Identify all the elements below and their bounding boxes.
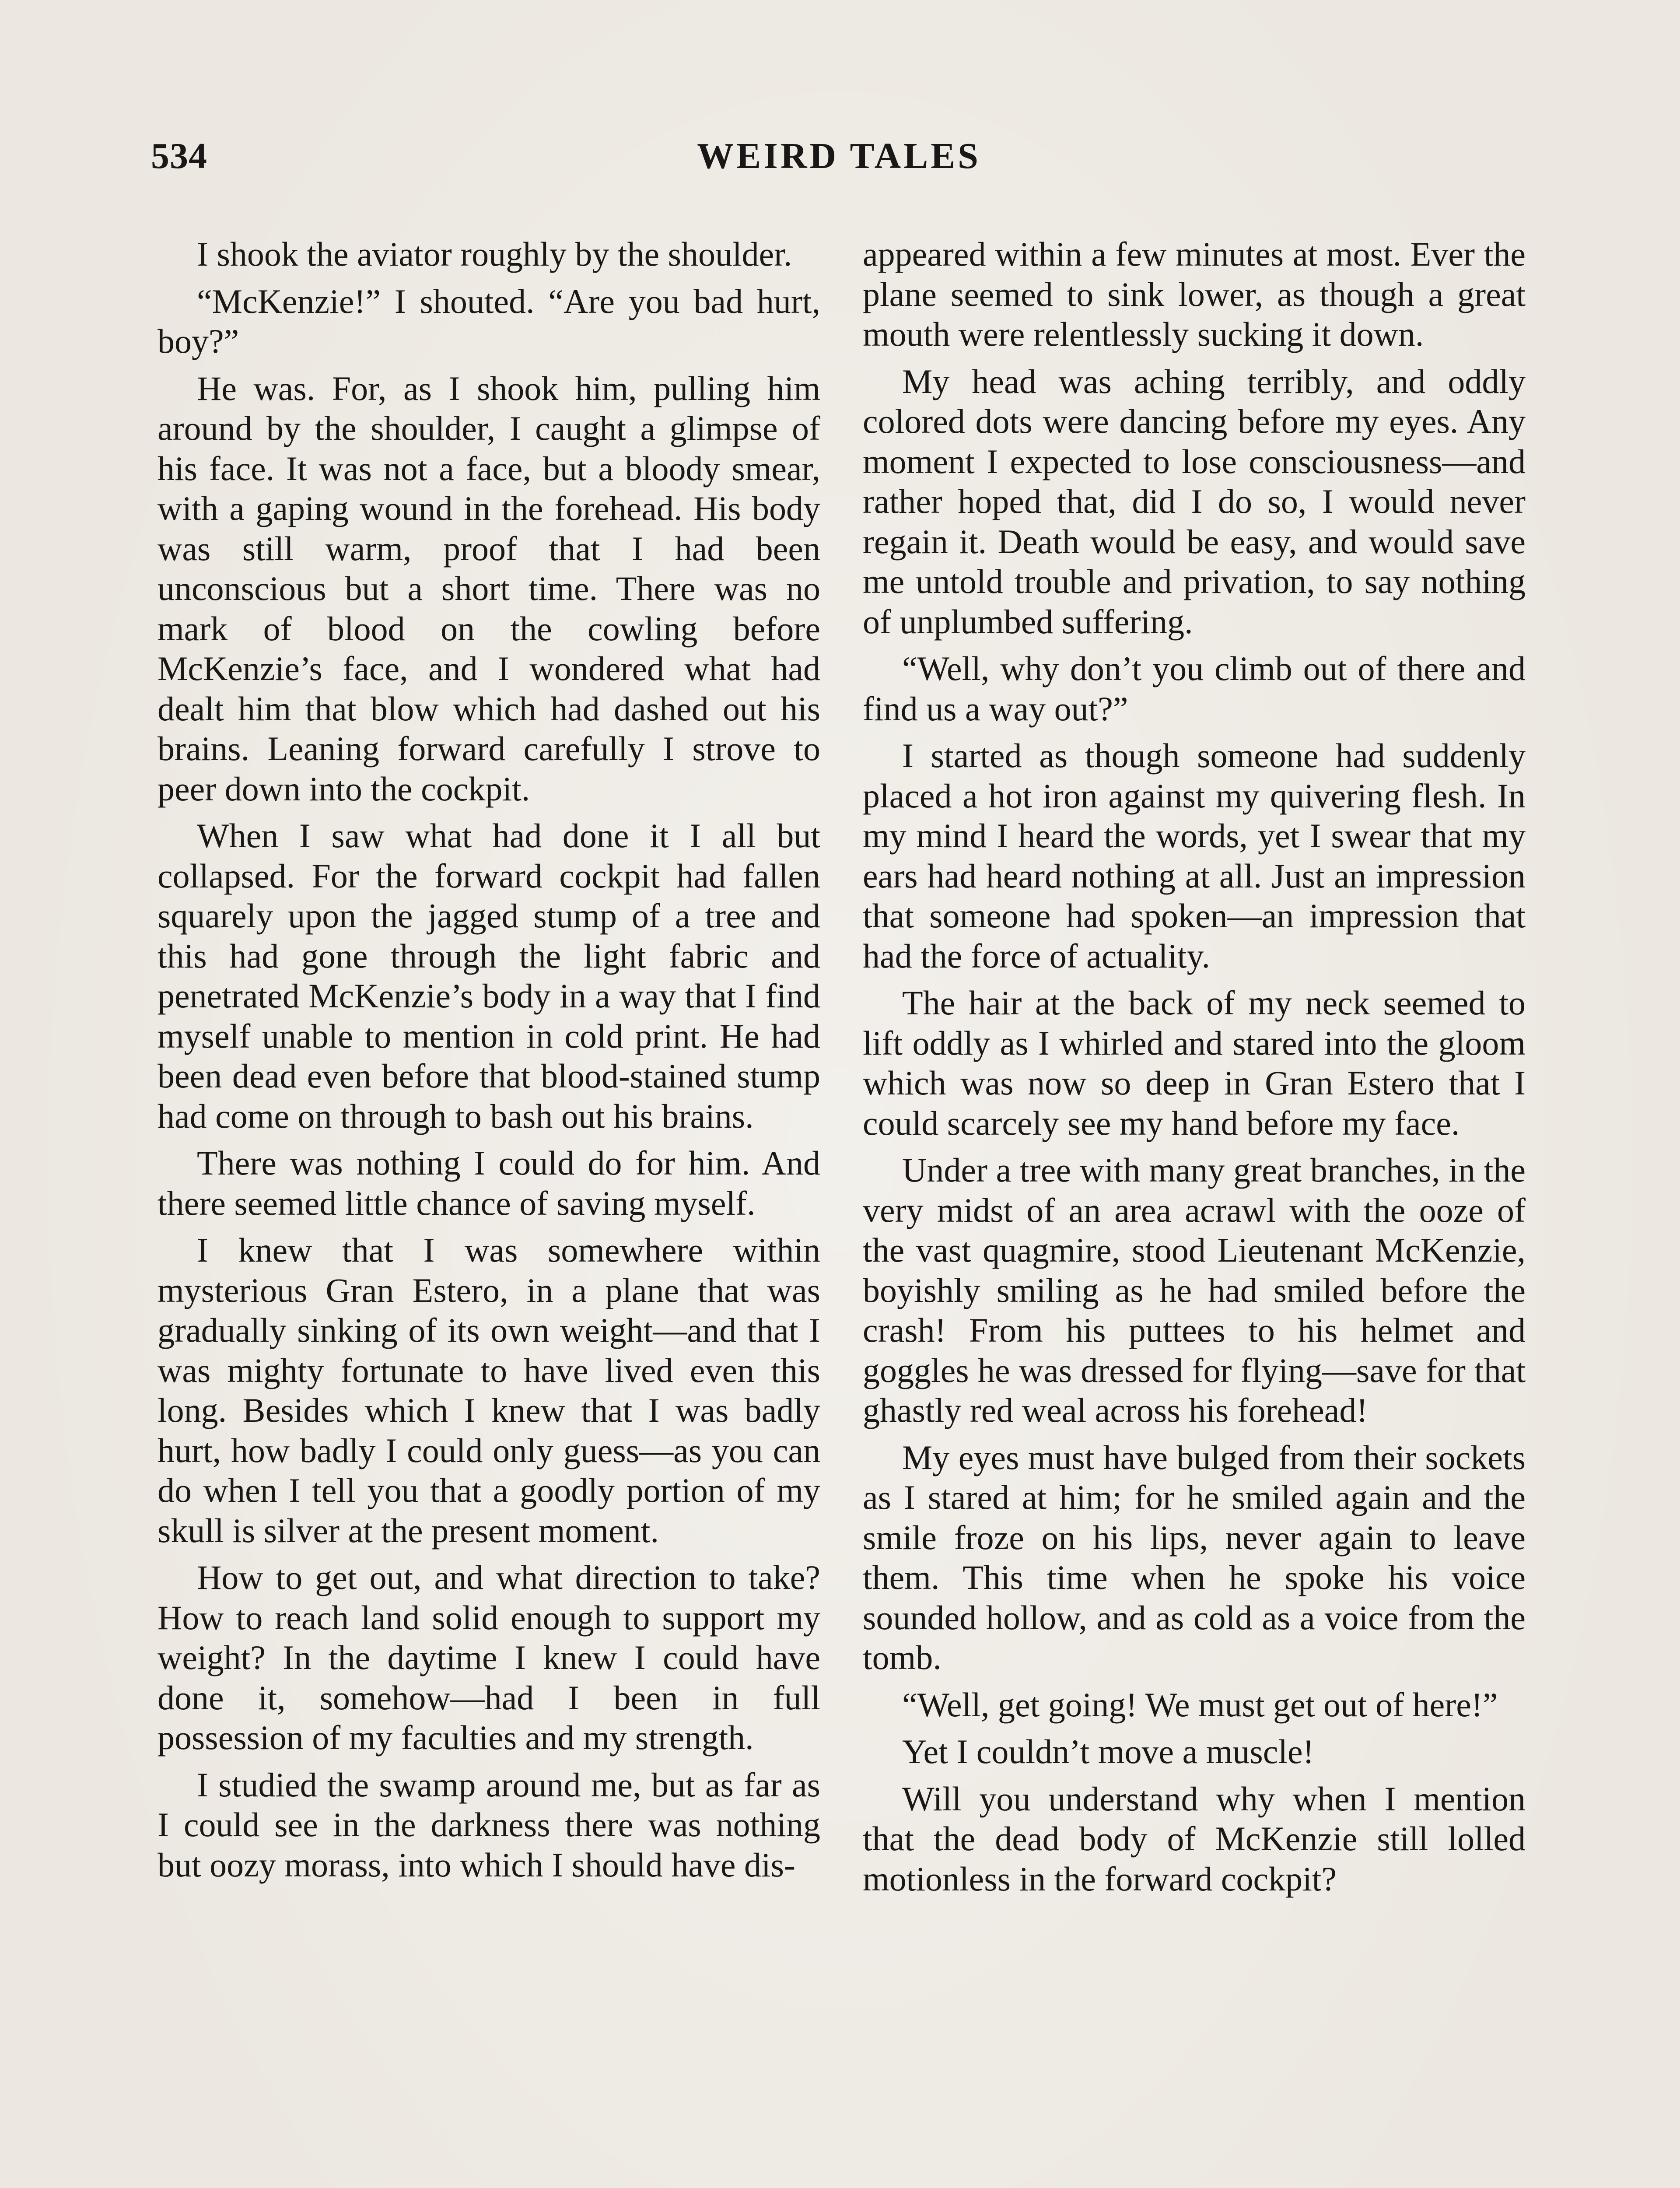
paragraph: I shook the aviator roughly by the shoulder. — [197, 235, 792, 273]
paragraph: He was. For, as I shook him, pulling him around by the shoulder, I caught a glimpse of his face. It was not a face, but a bloody smear, with a gaping wound in the forehead. His body was still warm, proof that I had been unconscious but a short time. There was no mark of blood on the cowling before McKenzie’s face, and I wondered what had dealt him that blow which had dashed out his brains. Leaning forward carefully I strove to peer down into the cockpit. — [158, 369, 820, 808]
magazine-title: WEIRD TALES — [697, 136, 981, 176]
paragraph: I studied the swamp around me, but as far as I could see in the darkness there was nothing but oozy morass, into which I should have dis- — [158, 1765, 820, 1884]
right-text-column — [863, 234, 1526, 1906]
paragraph: Yet I couldn’t move a muscle! — [902, 1732, 1314, 1771]
paragraph: “Well, get going! We must get out of here!” — [902, 1685, 1498, 1724]
paragraph: My head was aching terribly, and oddly colored dots were dancing before my eyes. Any moment I expected to lose consciousness—and rather hoped that, did I do so, I would never regain it. Death would be easy, and would save me untold trouble and privation, to say nothing of unplumbed suffering. — [863, 362, 1526, 641]
paragraph-continuation: appeared within a few minutes at most. Ever the plane seemed to sink lower, as though a great mouth were relentlessly sucking it down. — [863, 235, 1526, 353]
paragraph: How to get out, and what direction to take? How to reach land solid enough to support my weight? In the daytime I knew I could have done it, somehow—had I been in full possession of my faculties and my strength. — [158, 1558, 820, 1757]
page-number: 534 — [151, 136, 207, 176]
paragraph: When I saw what had done it I all but collapsed. For the forward cockpit had fallen squarely upon the jagged stump of a tree and this had gone through the light fabric and penetrated McKenzie’s body in a way that I find myself unable to mention in cold print. He had been dead even before that blood-stained stump had come on through to bash out his brains. — [158, 817, 820, 1135]
paragraph: “Well, why don’t you climb out of there and find us a way out?” — [863, 649, 1526, 728]
page-header — [151, 135, 1527, 183]
paragraph: I knew that I was somewhere within mysterious Gran Estero, in a plane that was gradually sinking of its own weight—and that I was mighty fortunate to have lived even this long. Besides which I knew that I was badly hurt, how badly I could only guess—as you can do when I tell you that a goodly portion of my skull is silver at the present moment. — [158, 1231, 820, 1550]
paragraph: Under a tree with many great branches, in the very midst of an area acrawl with the ooze of the vast quagmire, stood Lieutenant McKenzie, boyishly smiling as he had smiled before the crash! From his puttees to his helmet and goggles he was dressed for flying—save for that ghastly red weal across his forehead! — [863, 1151, 1526, 1429]
paragraph: My eyes must have bulged from their sockets as I stared at him; for he smiled again and the smile froze on his lips, never again to leave them. This time when he spoke his voice sounded hollow, and as cold as a voice from the tomb. — [863, 1438, 1526, 1676]
paragraph: “McKenzie!” I shouted. “Are you bad hurt, boy?” — [158, 282, 820, 360]
paragraph: I started as though someone had suddenly placed a hot iron against my quivering flesh. In my mind I heard the words, yet I swear that my ears had heard nothing at all. Just an impression that someone had spoken—an impression that had the force of actuality. — [863, 736, 1526, 975]
paragraph: The hair at the back of my neck seemed to lift oddly as I whirled and stared into the gloom which was now so deep in Gran Estero that I could scarcely see my hand before my face. — [863, 984, 1526, 1142]
paragraph: Will you understand why when I mention that the dead body of McKenzie still lolled motionless in the forward cockpit? — [863, 1779, 1526, 1898]
left-text-column — [158, 234, 820, 1892]
paragraph: There was nothing I could do for him. And there seemed little chance of saving myself. — [158, 1144, 820, 1222]
